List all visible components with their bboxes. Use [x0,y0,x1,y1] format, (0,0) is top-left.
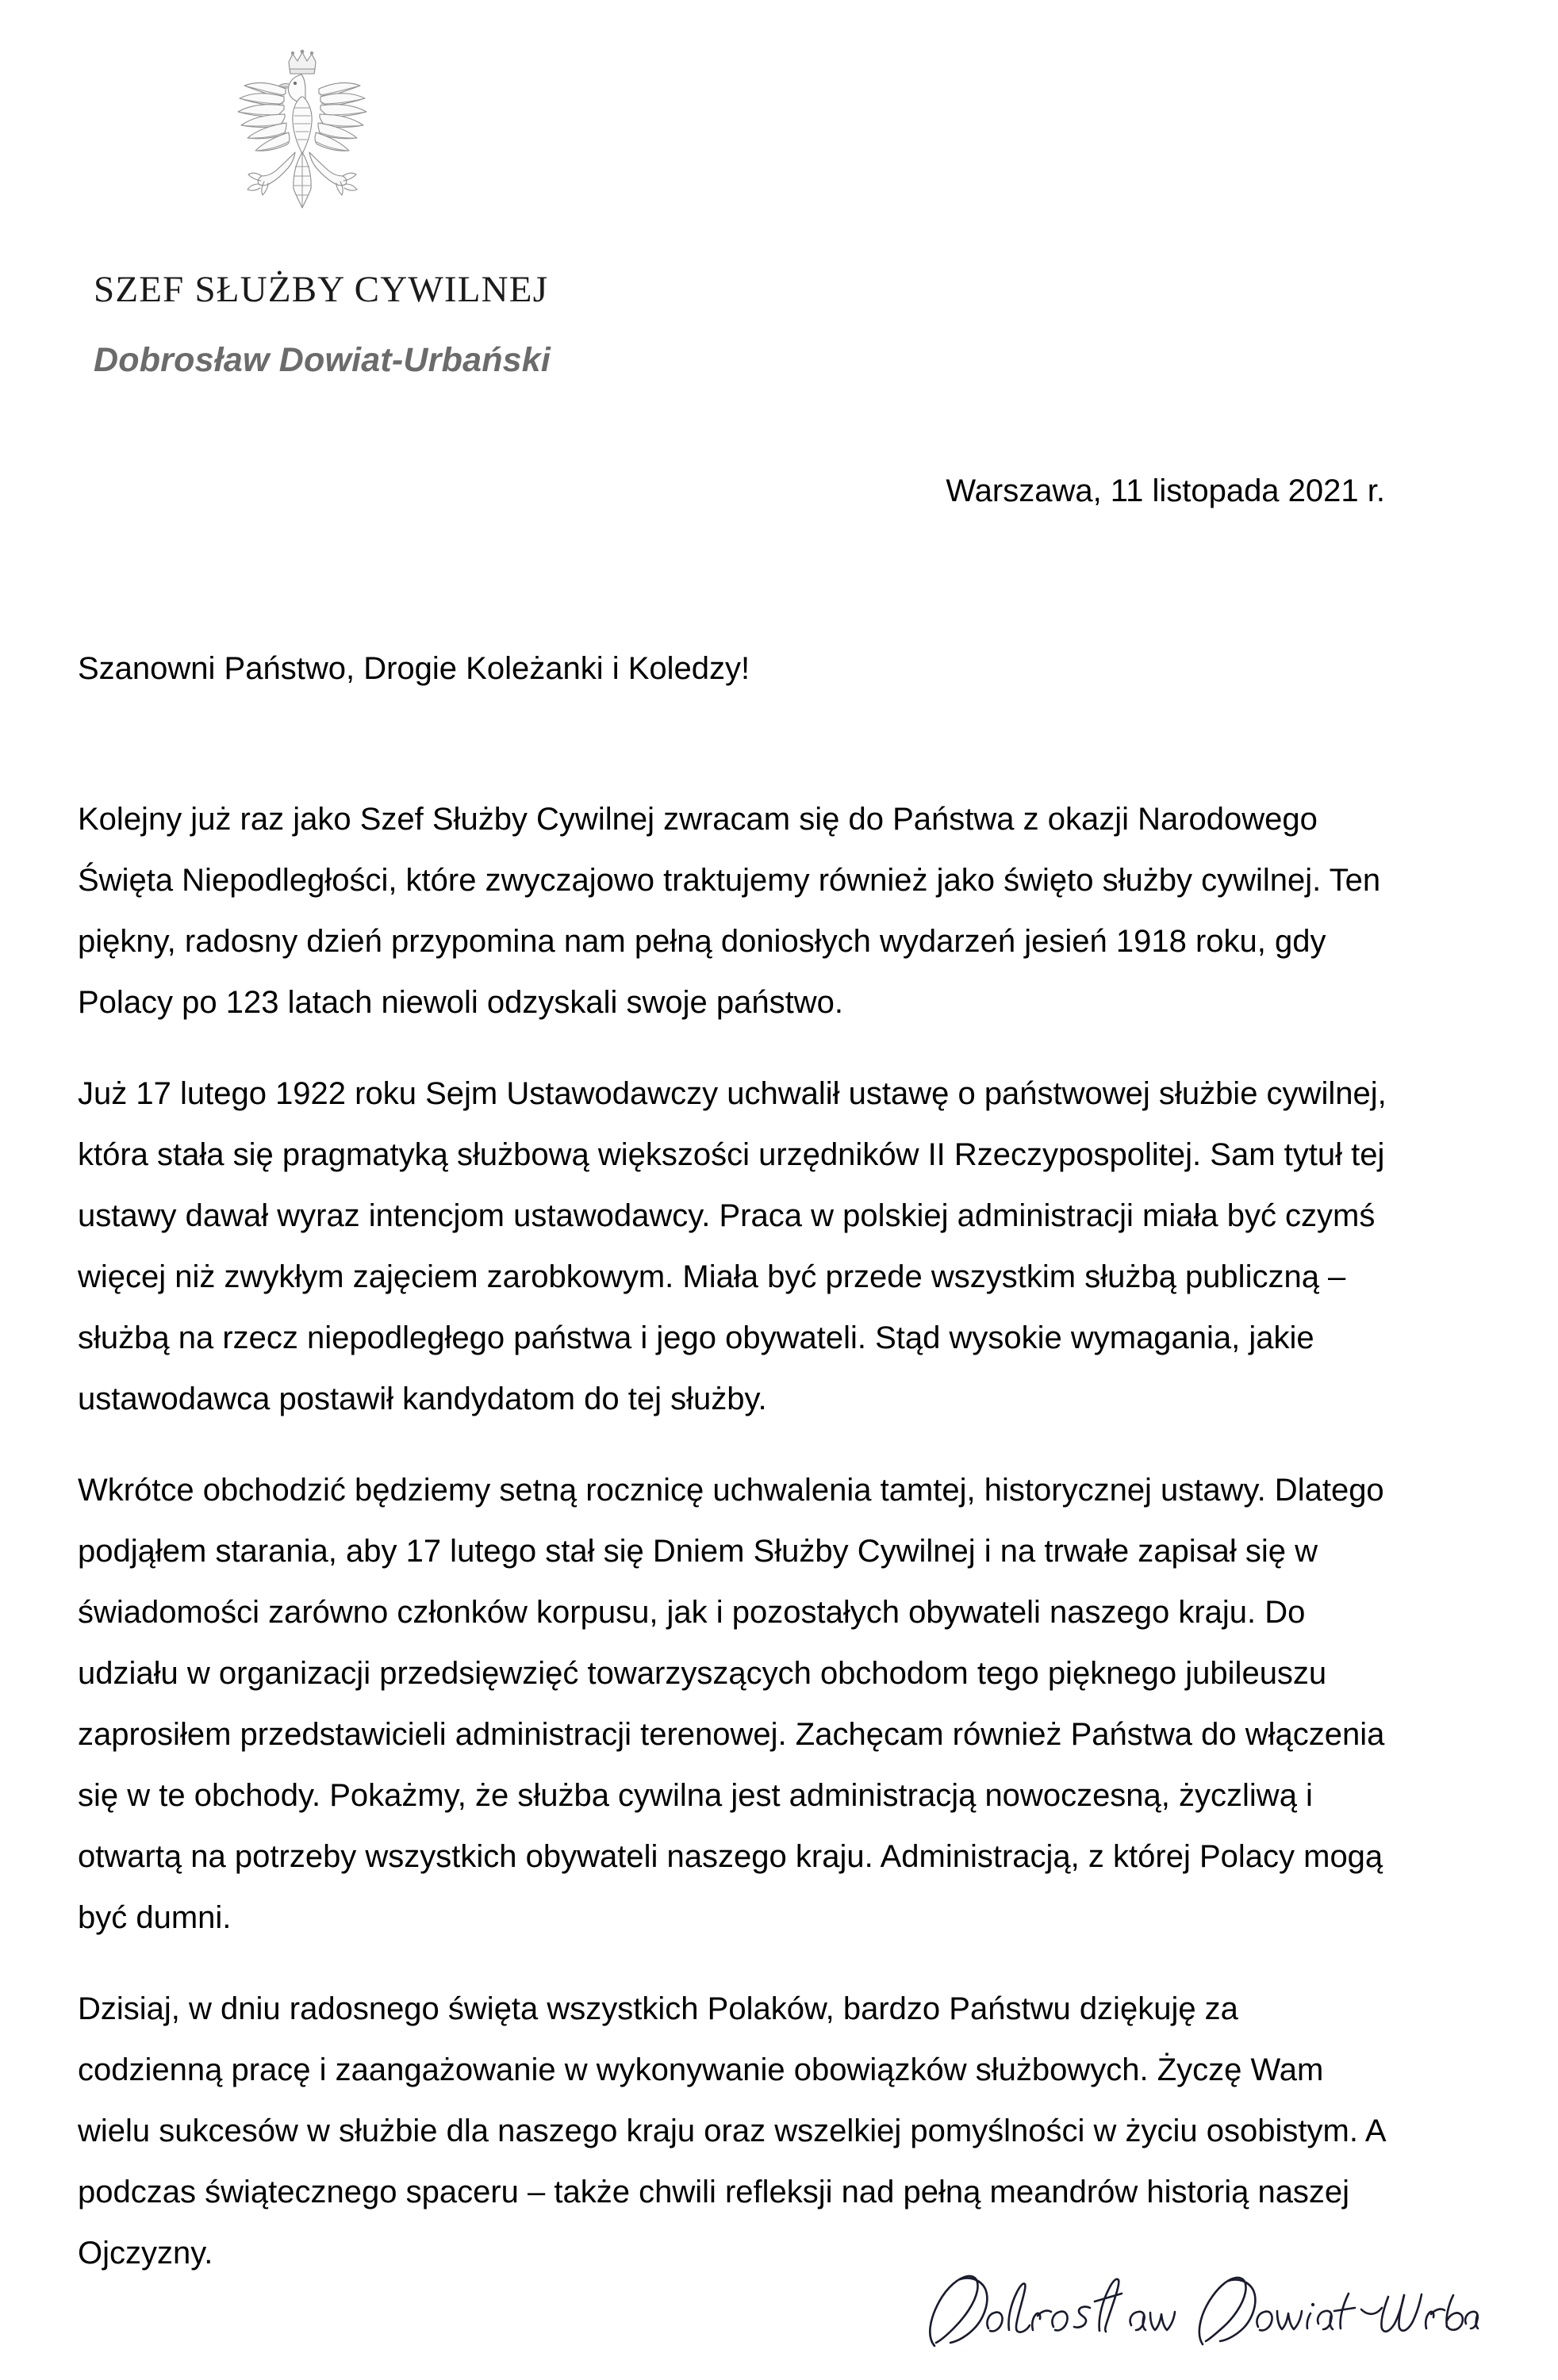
paragraph: Wkrótce obchodzić będziemy setną rocznicę uchwalenia tamtej, historycznej ustawy. Dlatego podjąłem starania, aby 17 lutego stał się Dniem Służby Cywilnej i na trwałe zapisał się w świadomości zarówno członków korpusu, jak i pozostałych obywateli naszego kraju. Do udziału w organizacji przedsięwzięć towarzyszących obchodom tego pięknego jubileuszu zaprosiłem przedstawicieli administracji terenowej. Zachęcam również Państwa do włączenia się w te obchody. Pokażmy, że służba cywilna jest administracją nowoczesną, życzliwą i otwartą na potrzeby wszystkich obywateli naszego kraju. Administracją, z której Polacy mogą być dumni. [78,1473,1385,1935]
paragraph: Kolejny już raz jako Szef Służby Cywilnej zwracam się do Państwa z okazji Narodowego Święta Niepodległości, które zwyczajowo traktujemy również jako święto służby cywilnej. Ten piękny, radosny dzień przypomina nam pełną doniosłych wydarzeń jesień 1918 roku, gdy Polacy po 123 latach niewoli odzyskali swoje państwo. [78,802,1381,1020]
polish-eagle-emblem [213,41,392,225]
paragraph: Dzisiaj, w dniu radosnego święta wszystkich Polaków, bardzo Państwu dziękuję za codzienną pracę i zaangażowanie w wykonywanie obowiązków służbowych. Życzę Wam wielu sukcesów w służbie dla naszego kraju oraz wszelkiej pomyślności w życiu osobistym. A podczas świątecznego spaceru – także chwili refleksji nad pełną meandrów historią naszej Ojczyzny. [78,1991,1385,2271]
salutation: Szanowni Państwo, Drogie Koleżanki i Koledzy! [78,651,750,686]
office-title: SZEF SŁUŻBY CYWILNEJ [94,269,549,310]
handwritten-signature [912,2252,1483,2371]
dateline: Warszawa, 11 listopada 2021 r. [946,473,1385,508]
letter-body [78,638,1387,2284]
letterhead [94,268,1125,380]
paragraph: Już 17 lutego 1922 roku Sejm Ustawodawczy uchwalił ustawę o państwowej służbie cywilnej, która stała się pragmatyką służbową większości urzędników II Rzeczypospolitej. Sam tytuł tej ustawy dawał wyraz intencjom ustawodawcy. Praca w polskiej administracji miała być czymś więcej niż zwykłym zajęciem zarobkowym. Miała być przede wszystkim służbą publiczną – służbą na rzecz niepodległego państwa i jego obywateli. Stąd wysokie wymagania, jakie ustawodawca postawił kandydatom do tej służby. [78,1076,1387,1416]
office-holder-name: Dobrosław Dowiat-Urbański [94,341,551,380]
